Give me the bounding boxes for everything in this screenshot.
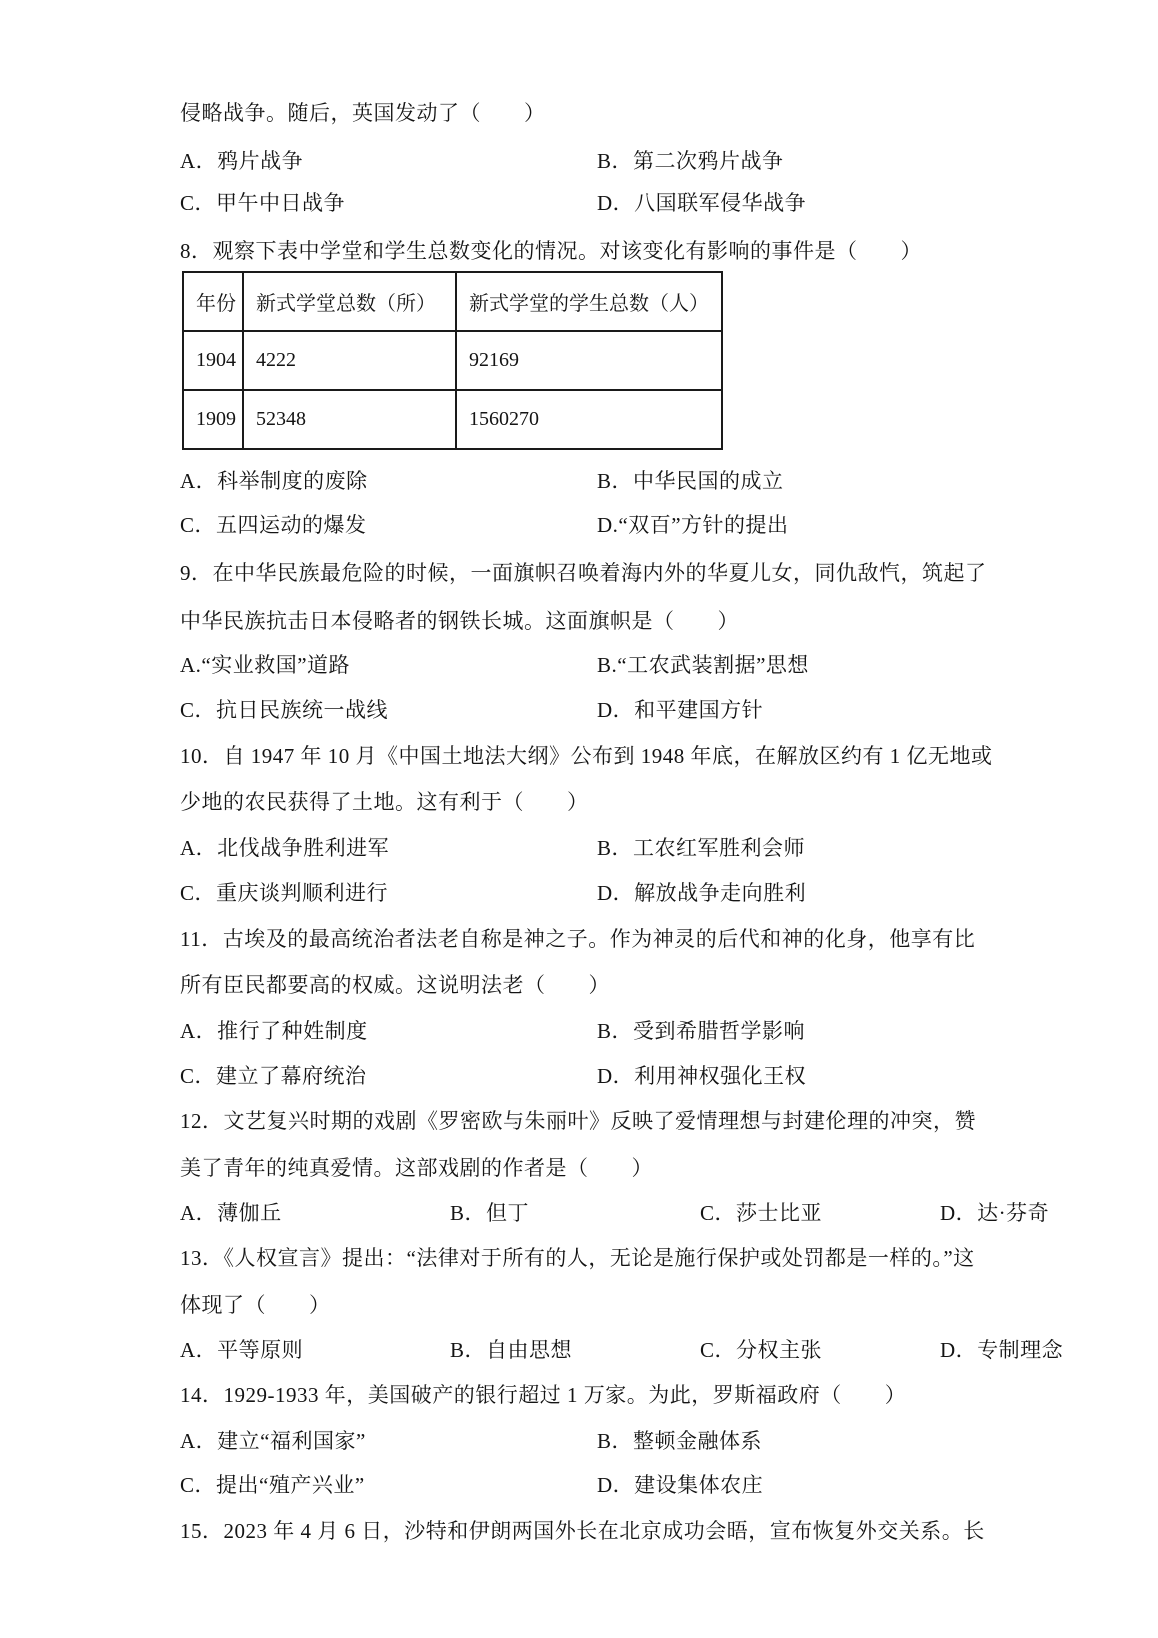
question-10-option-b: B．工农红军胜利会师	[597, 836, 806, 860]
question-12-option-b: B．但丁	[450, 1201, 530, 1225]
question-10-option-d: D．解放战争走向胜利	[597, 881, 807, 905]
question-12-option-c: C．莎士比亚	[700, 1201, 823, 1225]
question-8-option-c: C．五四运动的爆发	[180, 513, 367, 537]
table-row	[183, 331, 722, 390]
question-11-stem-line1: 11．古埃及的最高统治者法老自称是神之子。作为神灵的后代和神的化身，他享有比	[180, 927, 976, 951]
table-cell-year-1909: 1909	[183, 390, 243, 449]
table-header-schools: 新式学堂总数（所）	[243, 272, 456, 331]
question-13-stem-line2: 体现了（ ）	[180, 1293, 331, 1317]
question-11-option-c: C．建立了幕府统治	[180, 1064, 367, 1088]
table-cell-year-1904: 1904	[183, 331, 243, 390]
question-9-stem-line1: 9．在中华民族最危险的时候，一面旗帜召唤着海内外的华夏儿女，同仇敌忾，筑起了	[180, 561, 987, 585]
question-9-option-a: A.“实业救国”道路	[180, 653, 351, 677]
question-15-stem-line1: 15．2023 年 4 月 6 日，沙特和伊朗两国外长在北京成功会晤，宣布恢复外交关系。长	[180, 1519, 985, 1543]
question-14-option-d: D．建设集体农庄	[597, 1473, 764, 1497]
question-9-option-c: C．抗日民族统一战线	[180, 698, 389, 722]
table-header-students: 新式学堂的学生总数（人）	[456, 272, 722, 331]
question-8-option-b: B．中华民国的成立	[597, 469, 784, 493]
table-header-row	[183, 272, 722, 331]
table-header-year: 年份	[183, 272, 243, 331]
table-row	[183, 390, 722, 449]
table-cell-schools-1904: 4222	[243, 331, 456, 390]
question-8-data-table	[182, 271, 723, 450]
question-14-option-a: A．建立“福利国家”	[180, 1429, 366, 1453]
question-9-option-d: D．和平建国方针	[597, 698, 764, 722]
question-11-stem-line2: 所有臣民都要高的权威。这说明法老（ ）	[180, 973, 610, 997]
question-7-stem-continuation: 侵略战争。随后，英国发动了（ ）	[180, 101, 546, 125]
question-10-stem-line2: 少地的农民获得了土地。这有利于（ ）	[180, 790, 589, 814]
question-8-option-a: A．科举制度的废除	[180, 469, 368, 493]
question-13-stem-line1: 13．《人权宣言》提出：“法律对于所有的人，无论是施行保护或处罚都是一样的。”这	[180, 1246, 975, 1270]
table-cell-students-1904: 92169	[456, 331, 722, 390]
question-13-option-b: B．自由思想	[450, 1338, 573, 1362]
question-8-option-d: D.“双百”方针的提出	[597, 513, 789, 537]
question-11-option-a: A．推行了种姓制度	[180, 1019, 368, 1043]
question-7-option-d: D．八国联军侵华战争	[597, 191, 807, 215]
question-13-option-d: D．专制理念	[940, 1338, 1064, 1362]
question-9-stem-line2: 中华民族抗击日本侵略者的钢铁长城。这面旗帜是（ ）	[180, 609, 739, 633]
question-13-option-a: A．平等原则	[180, 1338, 304, 1362]
question-12-stem-line2: 美了青年的纯真爱情。这部戏剧的作者是（ ）	[180, 1156, 653, 1180]
question-9-option-b: B.“工农武装割据”思想	[597, 653, 809, 677]
table-cell-students-1909: 1560270	[456, 390, 722, 449]
question-14-option-c: C．提出“殖产兴业”	[180, 1473, 365, 1497]
question-13-option-c: C．分权主张	[700, 1338, 823, 1362]
question-11-option-d: D．利用神权强化王权	[597, 1064, 807, 1088]
question-8-stem: 8．观察下表中学堂和学生总数变化的情况。对该变化有影响的事件是（ ）	[180, 239, 922, 263]
question-7-option-c: C．甲午中日战争	[180, 191, 346, 215]
question-10-option-a: A．北伐战争胜利进军	[180, 836, 390, 860]
question-12-option-a: A．薄伽丘	[180, 1201, 282, 1225]
question-10-stem-line1: 10．自 1947 年 10 月《中国土地法大纲》公布到 1948 年底，在解放区约有 1 亿无地或	[180, 744, 993, 768]
question-11-option-b: B．受到希腊哲学影响	[597, 1019, 806, 1043]
question-14-option-b: B．整顿金融体系	[597, 1429, 763, 1453]
question-7-option-a: A．鸦片战争	[180, 149, 304, 173]
table-cell-schools-1909: 52348	[243, 390, 456, 449]
question-14-stem: 14．1929-1933 年，美国破产的银行超过 1 万家。为此，罗斯福政府（ ）	[180, 1383, 907, 1407]
question-10-option-c: C．重庆谈判顺利进行	[180, 881, 389, 905]
question-7-option-b: B．第二次鸦片战争	[597, 149, 784, 173]
question-12-option-d: D．达·芬奇	[940, 1201, 1050, 1225]
question-12-stem-line1: 12．文艺复兴时期的戏剧《罗密欧与朱丽叶》反映了爱情理想与封建伦理的冲突，赞	[180, 1109, 976, 1133]
